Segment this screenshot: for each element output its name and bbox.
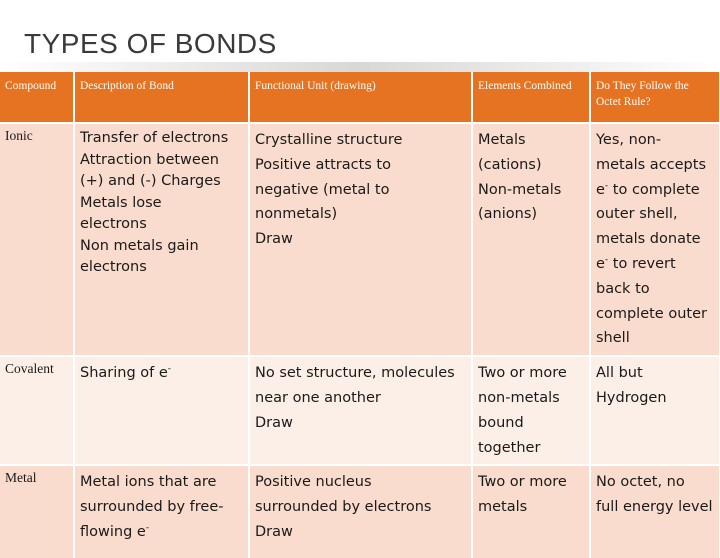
- text-line: Two or more: [478, 365, 567, 382]
- text-line: surrounded by free-: [80, 499, 224, 516]
- text-line: back to: [596, 280, 650, 297]
- text-line: shell: [596, 330, 630, 347]
- text-fragment: to revert: [608, 255, 676, 272]
- text-line: (cations): [478, 156, 542, 173]
- text-line: non-metals: [478, 389, 560, 406]
- text-line: near one another: [255, 389, 381, 406]
- text-line: negative (metal to: [255, 181, 390, 198]
- text-line: Draw: [255, 523, 293, 540]
- functional-unit-cell: [249, 123, 472, 356]
- octet-cell: [590, 465, 720, 558]
- elements-cell: [472, 356, 590, 465]
- text-line: Transfer of electrons: [80, 130, 229, 146]
- text-line: Hydrogen: [596, 389, 667, 406]
- text-line: Attraction between: [80, 151, 219, 168]
- table-row: [0, 123, 720, 356]
- text-line: Metals lose: [80, 194, 162, 211]
- text-line: No octet, no: [596, 474, 685, 491]
- description-cell: [74, 356, 249, 465]
- text-line: complete outer: [596, 305, 707, 322]
- text-line: Positive attracts to: [255, 156, 391, 173]
- text-line: Crystalline structure: [255, 132, 403, 148]
- charge-superscript: -: [604, 255, 609, 266]
- text-line: surrounded by electrons: [255, 499, 432, 516]
- text-line: (anions): [478, 206, 538, 223]
- header-octet-line: Octet Rule?: [596, 96, 651, 108]
- text-line: Draw: [255, 414, 293, 431]
- text-line: [596, 252, 716, 277]
- text-line: Metals: [478, 132, 526, 148]
- charge-superscript: -: [167, 364, 172, 375]
- text-line: [596, 178, 716, 203]
- text-line: metals donate: [596, 231, 701, 248]
- header-octet-line: Do They Follow the: [596, 80, 689, 92]
- header-octet-rule: [590, 72, 720, 123]
- text-line: No set structure, molecules: [255, 365, 455, 382]
- electron-symbol: e: [596, 181, 605, 198]
- text-line: full energy level: [596, 499, 713, 516]
- charge-superscript: -: [145, 523, 150, 534]
- table-row: [0, 356, 720, 465]
- text-line: [80, 361, 245, 386]
- text-line: electrons: [80, 259, 147, 275]
- functional-unit-cell: [249, 465, 472, 558]
- header-description: Description of Bond: [74, 72, 249, 123]
- text-line: (+) and (-) Charges: [80, 173, 221, 189]
- text-line: Non metals gain: [80, 237, 199, 254]
- compound-cell: Ionic: [0, 123, 74, 356]
- text-line: Two or more: [478, 474, 567, 491]
- text-line: All but: [596, 365, 643, 382]
- functional-unit-cell: [249, 356, 472, 465]
- text-line: together: [478, 439, 541, 456]
- text-line: Non-metals: [478, 181, 562, 198]
- elements-cell: [472, 123, 590, 356]
- text-line: metals accepts: [596, 156, 707, 173]
- text-line: Draw: [255, 231, 293, 248]
- text-fragment: to complete: [608, 181, 700, 198]
- text-line: metals: [478, 499, 528, 516]
- compound-cell: Covalent: [0, 356, 74, 465]
- text-fragment: Sharing of e: [80, 365, 168, 382]
- text-line: Yes, non-: [596, 132, 662, 148]
- header-compound: Compound: [0, 72, 74, 123]
- text-line: Positive nucleus: [255, 474, 372, 491]
- text-line: outer shell,: [596, 206, 678, 223]
- text-line: Metal ions that are: [80, 474, 217, 491]
- text-line: nonmetals): [255, 206, 338, 223]
- text-line: [80, 520, 245, 545]
- elements-cell: [472, 465, 590, 558]
- text-line: electrons: [80, 216, 147, 232]
- page-title: TYPES OF BONDS: [24, 28, 277, 59]
- description-cell: [74, 123, 249, 356]
- octet-cell: [590, 356, 720, 465]
- octet-cell: [590, 123, 720, 356]
- bonds-table: [0, 72, 720, 558]
- electron-symbol: e: [596, 255, 605, 272]
- text-line: bound: [478, 414, 524, 431]
- header-elements-combined: Elements Combined: [472, 72, 590, 123]
- compound-cell: Metal: [0, 465, 74, 558]
- table-header-row: [0, 72, 720, 123]
- table-row: [0, 465, 720, 558]
- text-fragment: flowing e: [80, 523, 146, 540]
- description-cell: [74, 465, 249, 558]
- charge-superscript: -: [604, 180, 609, 191]
- header-functional-unit: Functional Unit (drawing): [249, 72, 472, 123]
